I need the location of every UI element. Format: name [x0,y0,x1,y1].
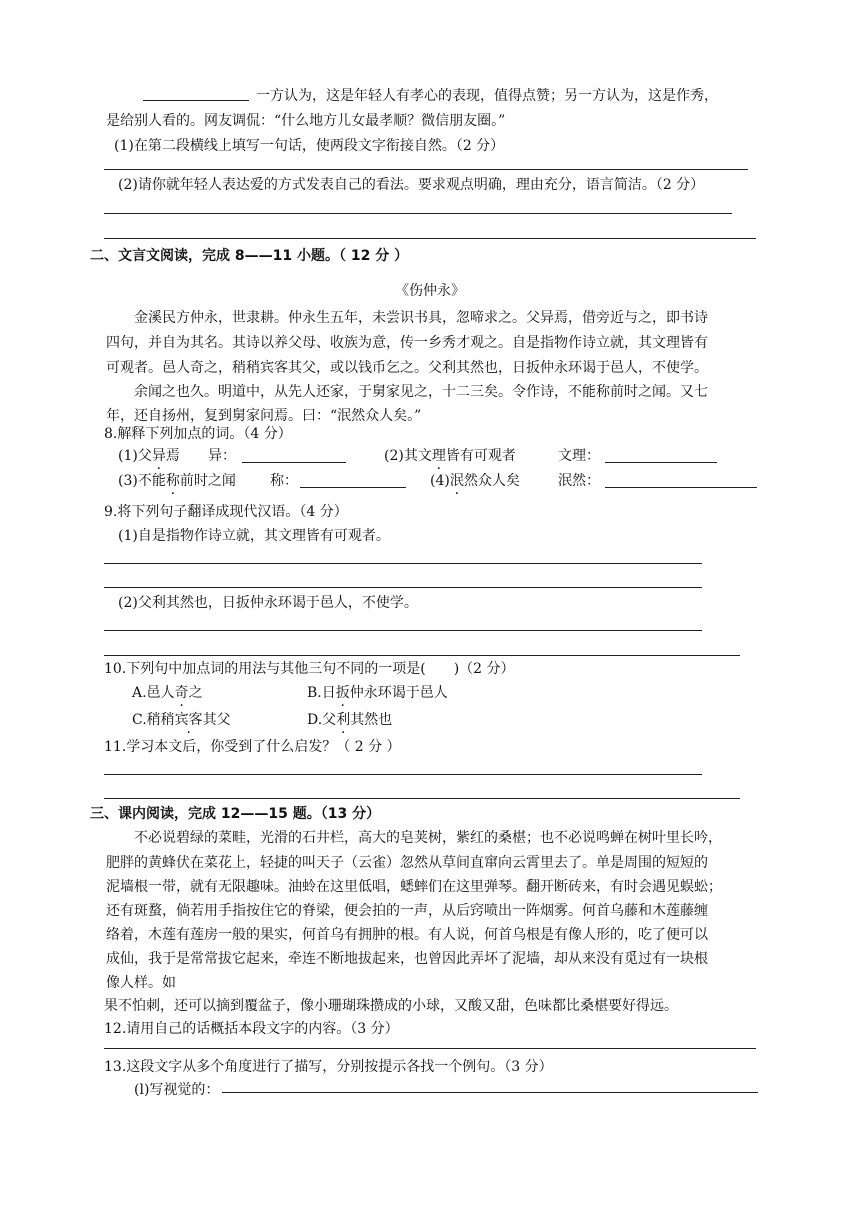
q8b-dotted-word: 理 [431,448,446,464]
opt-d-pre: D.父 [307,712,337,728]
question-9-sentence-1: (1)自是指物作诗立就，其文理皆有可观者。 [118,528,390,544]
q8a-dotted-word: 异 [151,448,166,464]
section-2-heading: 二、文言文阅读，完成 8——11 小题。（ 12 分 ） [90,248,409,264]
opt-b-post: 仲永环谒于邑人 [349,685,448,701]
intro-question-1: (1)在第二段横线上填写一句话，使两段文字衔接自然。（2 分） [114,138,505,154]
answer-line[interactable] [104,630,702,631]
question-8-d-label: 泯然： [558,473,600,489]
answer-line[interactable] [104,587,702,588]
q8c-post: 前时之闻 [179,473,236,489]
opt-c-dotted-word: 宾客 [174,712,203,728]
question-8-d [430,469,520,494]
question-13-part-1: (l)写视觉的： [134,1082,220,1098]
option-a[interactable] [132,681,203,706]
q8c-answer-blank[interactable] [300,471,406,488]
question-8-b [384,444,516,469]
passage-title: 《伤仲永》 [395,283,465,299]
intro-line-1: 一方认为，这是年轻人有孝心的表现，值得点赞；另一方认为，这是作秀， [256,88,718,104]
answer-line[interactable] [104,238,756,239]
q8a-pre: (1)父 [118,448,152,464]
passage-line: 四句，并自为其名。其诗以养父母、收族为意，传一乡秀才观之。自是指物作诗立就，其文理皆有 [106,335,708,351]
answer-line[interactable] [222,1092,758,1093]
q8d-answer-blank[interactable] [605,471,757,488]
question-8-a [118,444,180,469]
q8c-pre: (3)不能 [118,473,166,489]
option-b[interactable] [307,681,448,706]
answer-line[interactable] [104,655,740,656]
passage-line: 泥墙根一带，就有无限趣味。油蛉在这里低唱，蟋蟀们在这里弹琴。翻开断砖来，有时会遇见蜈蚣； [106,879,722,895]
passage-line: 络着，木莲有莲房一般的果实，何首乌有拥肿的根。有人说，何首乌根是有像人形的，吃了便可以 [106,927,708,943]
q8b-post: 皆有可观者 [445,448,516,464]
question-9-sentence-2: (2)父利其然也，日扳仲永环谒于邑人，不使学。 [118,595,418,611]
question-13: 13.这段文字从多个角度进行了描写，分别按提示各找一个例句。（3 分） [104,1059,553,1075]
passage-line: 成仙，我于是常常拔它起来，牵连不断地拔起来，也曾因此弄坏了泥墙，却从来没有觅过有一块根 [106,951,708,967]
q8a-answer-blank[interactable] [242,446,346,463]
passage-line: 年，还自扬州，复到舅家问焉。曰：“泯然众人矣。” [106,408,422,424]
intro-line-2: 是给别人看的。网友调侃：“什么地方儿女最孝顺？微信朋友圈。” [106,113,506,129]
passage-line: 金溪民方仲永，世隶耕。仲永生五年，未尝识书具，忽啼求之。父异焉，借旁近与之，即书诗 [134,310,708,326]
question-9-stem: 9.将下列句子翻译成现代汉语。（4 分） [104,504,348,520]
q8d-post: 然众人矣 [463,473,520,489]
passage-line: 像人样。如 [106,975,176,991]
answer-line[interactable] [104,1048,756,1049]
section-3-heading: 三、课内阅读，完成 12——15 题。（13 分） [90,806,381,822]
answer-line[interactable] [104,798,740,799]
q8d-dotted-word: 泯 [449,473,464,489]
passage-line: 余闻之也久。明道中，从先人还家，于舅家见之，十二三矣。令作诗，不能称前时之闻。又七 [134,384,708,400]
q8b-answer-blank[interactable] [605,446,717,463]
intro-question-2: (2)请你就年轻人表达爱的方式发表自己的看法。要求观点明确，理由充分，语言简洁。（2 分） [118,177,705,193]
answer-line[interactable] [104,213,732,214]
opt-d-dotted-word: 利 [336,712,351,728]
opt-b-dotted-word: 扳 [335,685,350,701]
option-d[interactable] [307,708,392,733]
q8d-pre: (4) [430,473,450,489]
fill-blank-transition[interactable] [143,84,249,101]
question-8-a-label: 异： [208,448,236,464]
q8a-post: 焉 [165,448,180,464]
question-8-stem: 8.解释下列加点的词。（4 分） [104,426,292,442]
opt-a-dotted-word: 奇 [174,685,189,701]
passage-line: 果不怕刺，还可以摘到覆盆子，像小珊瑚珠攒成的小球，又酸又甜，色味都比桑椹要好得远。 [104,998,678,1014]
opt-a-post: 之 [188,685,203,701]
q8b-pre: (2)其文 [384,448,432,464]
opt-c-pre: C.稍稍 [132,712,175,728]
opt-a-pre: A.邑人 [132,685,175,701]
passage-line: 不必说碧绿的菜畦，光滑的石井栏，高大的皂荚树，紫红的桑椹；也不必说鸣蝉在树叶里长吟， [134,830,722,846]
opt-d-post: 其然也 [350,712,393,728]
q8c-dotted-word: 称 [165,473,180,489]
question-12: 12.请用自己的话概括本段文字的内容。（3 分） [104,1021,399,1037]
question-10-stem: 10.下列句中加点词的用法与其他三句不同的一项是( )（2 分） [104,661,515,677]
answer-line[interactable] [104,774,702,775]
passage-line: 肥胖的黄蜂伏在菜花上，轻捷的叫天子（云雀）忽然从草间直窜向云霄里去了。单是周围的短短的 [106,855,708,871]
question-8-c [118,469,236,494]
question-8-c-label: 称： [270,473,298,489]
answer-line[interactable] [104,169,748,170]
option-c[interactable] [132,708,231,733]
opt-c-post: 其父 [202,712,231,728]
opt-b-pre: B.日 [307,685,336,701]
question-8-b-label: 文理： [558,448,600,464]
passage-line: 可观者。邑人奇之，稍稍宾客其父，或以钱币乞之。父利其然也，日扳仲永环谒于邑人，不使学。 [106,360,708,376]
passage-line: 还有斑蝥，倘若用手指按住它的脊梁，便会拍的一声，从后窍喷出一阵烟雾。何首乌藤和木莲藤缠 [106,903,708,919]
answer-line[interactable] [104,563,702,564]
question-11: 11.学习本文后，你受到了什么启发？（ 2 分 ） [104,739,401,755]
